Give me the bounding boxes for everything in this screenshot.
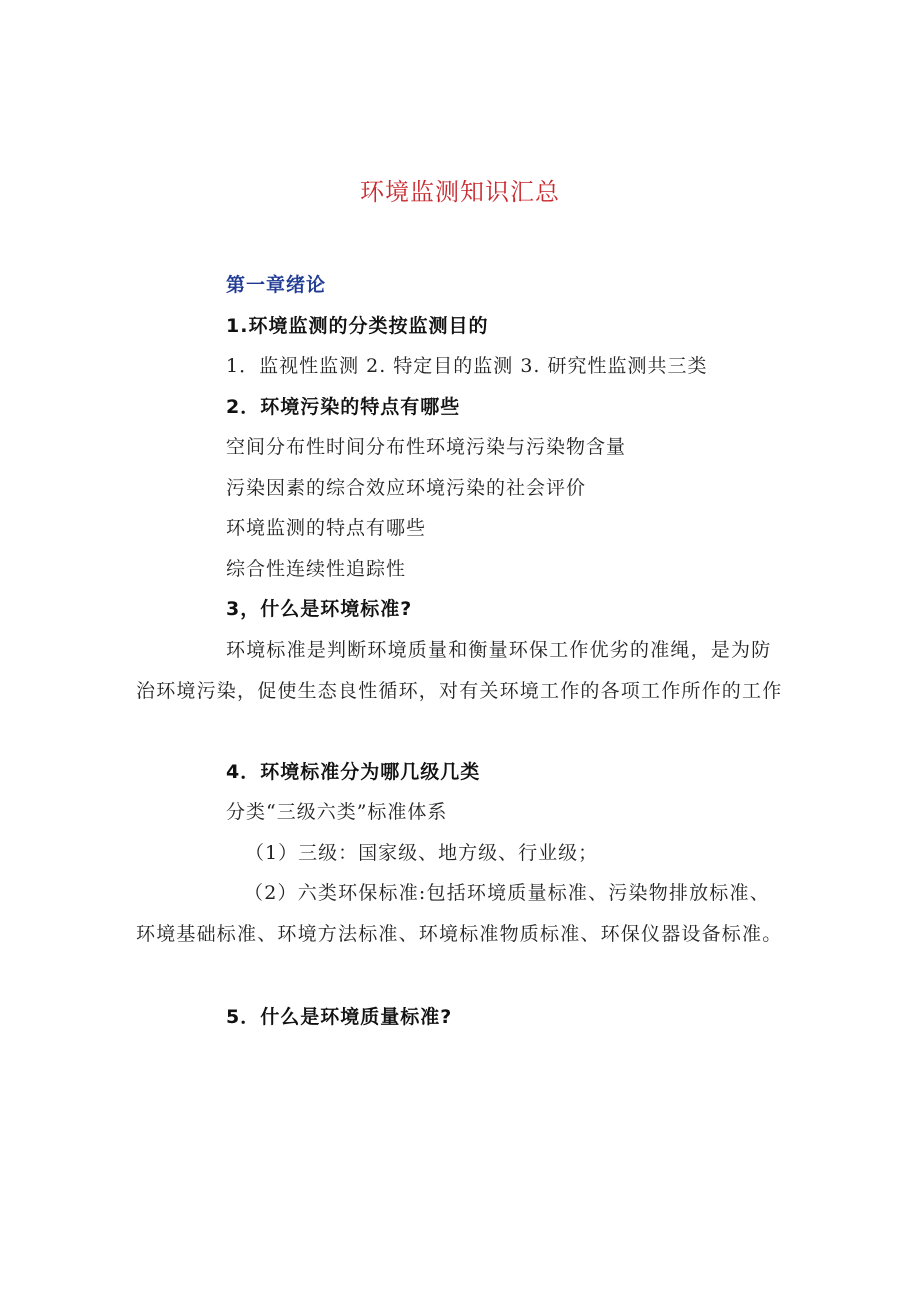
answer-3-paragraph: 环境标准是判断环境质量和衡量环保工作优劣的准绳，是为防治环境污染，促使生态良性循环，对有关环境工作的各项工作所作的工作: [136, 639, 783, 702]
answer-4-line-2: （1）三级：国家级、地方级、行业级；: [245, 842, 599, 864]
answer-2-line-3: 环境监测的特点有哪些: [226, 517, 427, 539]
question-4: 4．环境标准分为哪几级几类: [226, 761, 481, 783]
question-1: 1.环境监测的分类按监测目的: [226, 315, 489, 337]
answer-4-line-1: 分类“三级六类”标准体系: [226, 801, 448, 823]
question-2: 2．环境污染的特点有哪些: [226, 396, 461, 418]
document-title: 环境监测知识汇总: [360, 178, 560, 206]
question-3: 3，什么是环境标准?: [226, 598, 413, 620]
answer-2-line-4: 综合性连续性追踪性: [226, 558, 407, 580]
chapter-heading: 第一章绪论: [226, 274, 327, 296]
answer-2-line-2: 污染因素的综合效应环境污染的社会评价: [226, 477, 587, 499]
answer-2-line-1: 空间分布性时间分布性环境污染与污染物含量: [226, 436, 627, 458]
question-5: 5．什么是环境质量标准?: [226, 1006, 453, 1028]
answer-1: 1．监视性监测 2. 特定目的监测 3. 研究性监测共三类: [226, 355, 708, 377]
answer-4-paragraph: （2）六类环保标准:包括环境质量标准、污染物排放标准、环境基础标准、环境方法标准、环境标准物质标准、环保仪器设备标准。: [136, 882, 783, 945]
